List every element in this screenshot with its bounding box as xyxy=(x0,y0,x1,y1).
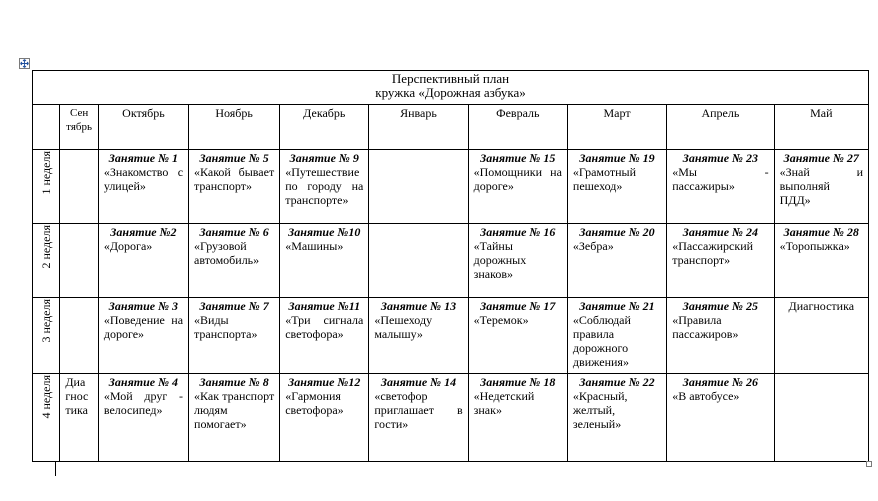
month-header-november: Ноябрь xyxy=(189,105,280,150)
month-header-september: Сен тябрь xyxy=(60,105,99,150)
lesson-cell xyxy=(189,224,280,298)
diagnostics-cell xyxy=(774,298,868,374)
lesson-text: «Путешествие по городу на транспорте» xyxy=(285,165,364,207)
lesson-text: «Недетский знак» xyxy=(473,389,535,417)
lesson-cell xyxy=(189,298,280,374)
lesson-cell xyxy=(98,150,188,224)
lesson-text: «Виды транспорта» xyxy=(194,313,258,341)
lesson-cell xyxy=(567,374,666,462)
lesson-text: «Пешеходу малышу» xyxy=(374,313,433,341)
lesson-text: «Правила пассажиров» xyxy=(672,313,739,341)
month-header-december: Декабрь xyxy=(280,105,369,150)
week-label: 4 неделя xyxy=(39,375,54,419)
lesson-cell xyxy=(774,224,868,298)
lesson-title: Занятие № 4 xyxy=(108,375,179,389)
september-cell: Диа гнос тика xyxy=(60,374,99,462)
lesson-cell xyxy=(774,374,868,462)
corner-cell xyxy=(33,105,60,150)
lesson-text: «Знакомство с улицей» xyxy=(103,165,184,193)
lesson-text: «Какой бывает транспорт» xyxy=(194,165,275,193)
lesson-cell xyxy=(468,150,567,224)
lesson-text: «Соблюдай правила дорожного движения» xyxy=(572,313,631,369)
lesson-title: Занятие №10 xyxy=(288,225,361,239)
lesson-cell xyxy=(369,374,468,462)
lesson-title: Занятие № 7 xyxy=(199,299,269,313)
month-header-january: Январь xyxy=(369,105,468,150)
lesson-cell xyxy=(667,298,774,374)
lesson-cell xyxy=(280,150,369,224)
lesson-title: Занятие №11 xyxy=(288,299,361,313)
lesson-cell xyxy=(98,374,188,462)
lesson-text: «Помощники на дороге» xyxy=(473,165,562,193)
lesson-text: «Торопыжка» xyxy=(779,239,850,253)
lesson-text: «Пассажирский транспорт» xyxy=(672,239,754,267)
lesson-title: Занятие № 1 xyxy=(108,151,179,165)
lesson-cell xyxy=(98,224,188,298)
lesson-text: «Мой друг - велосипед» xyxy=(103,389,184,417)
week-label-cell xyxy=(33,150,60,224)
lesson-cell xyxy=(468,224,567,298)
table-resize-handle[interactable] xyxy=(866,461,872,467)
lesson-title: Занятие № 24 xyxy=(682,225,759,239)
lesson-text: «Машины» xyxy=(285,239,344,253)
lesson-title: Занятие № 14 xyxy=(380,375,457,389)
september-cell xyxy=(60,298,99,374)
lesson-title: Занятие № 8 xyxy=(199,375,269,389)
lesson-title: Занятие № 21 xyxy=(579,299,655,313)
lesson-cell xyxy=(280,374,369,462)
lesson-text: «Грузовой автомобиль» xyxy=(194,239,260,267)
lesson-cell xyxy=(567,224,666,298)
lesson-cell xyxy=(189,150,280,224)
lesson-title: Занятие № 28 xyxy=(783,225,859,239)
diagnostics-text: Диагностика xyxy=(788,299,855,313)
lesson-text: «Три сигнала светофора» xyxy=(285,313,364,341)
lesson-title: Занятие № 23 xyxy=(682,151,759,165)
table-row xyxy=(33,224,869,298)
lesson-cell xyxy=(567,298,666,374)
lesson-title: Занятие № 19 xyxy=(579,151,655,165)
lesson-cell xyxy=(189,374,280,462)
lesson-text: «Знай и выполняй ПДД» xyxy=(779,165,863,207)
lesson-cell xyxy=(468,374,567,462)
title-line-2: кружка «Дорожная азбука» xyxy=(375,85,526,100)
table-title xyxy=(33,71,869,105)
week-label: 2 неделя xyxy=(39,225,54,269)
lesson-text: «Гармония светофора» xyxy=(285,389,344,417)
lesson-text: «Теремок» xyxy=(473,313,529,327)
lesson-text: «светофор приглашает в гости» xyxy=(374,389,463,431)
lesson-cell xyxy=(468,298,567,374)
month-header-october: Октябрь xyxy=(98,105,188,150)
month-header-may: Май xyxy=(774,105,868,150)
lesson-title: Занятие № 26 xyxy=(682,375,759,389)
week-label-cell xyxy=(33,374,60,462)
lesson-title: Занятие № 16 xyxy=(480,225,556,239)
lesson-title: Занятие № 25 xyxy=(682,299,759,313)
table-row xyxy=(33,298,869,374)
month-header-april: Апрель xyxy=(667,105,774,150)
lesson-text: «Как транспорт людям помогает» xyxy=(194,389,275,431)
lesson-cell xyxy=(280,298,369,374)
lesson-text: «Тайны дорожных знаков» xyxy=(473,239,527,281)
lesson-title: Занятие № 6 xyxy=(199,225,269,239)
lesson-cell xyxy=(98,298,188,374)
lesson-text: «Дорога» xyxy=(103,239,153,253)
title-line-1: Перспективный план xyxy=(391,71,510,86)
lesson-title: Занятие № 5 xyxy=(199,151,269,165)
lesson-title: Занятие № 9 xyxy=(289,151,359,165)
table-row xyxy=(33,150,869,224)
lesson-text: «В автобусе» xyxy=(672,389,740,403)
lesson-title: Занятие №12 xyxy=(288,375,361,389)
week-label: 1 неделя xyxy=(39,151,54,195)
september-cell xyxy=(60,150,99,224)
lesson-cell xyxy=(567,150,666,224)
lesson-title: Занятие № 22 xyxy=(579,375,655,389)
lesson-cell xyxy=(369,224,468,298)
lesson-title: Занятие № 27 xyxy=(783,151,859,165)
lesson-title: Занятие № 3 xyxy=(108,299,179,313)
lesson-cell xyxy=(774,150,868,224)
lesson-title: Занятие № 18 xyxy=(480,375,556,389)
lesson-cell xyxy=(667,374,774,462)
text-cursor xyxy=(55,462,56,476)
lesson-title: Занятие № 15 xyxy=(480,151,556,165)
week-label-cell xyxy=(33,224,60,298)
lesson-title: Занятие № 17 xyxy=(480,299,556,313)
lesson-title: Занятие № 20 xyxy=(579,225,655,239)
lesson-text: «Поведение на дороге» xyxy=(103,313,184,341)
lesson-text: «Зебра» xyxy=(572,239,614,253)
week-label: 3 неделя xyxy=(39,299,54,343)
week-label-cell xyxy=(33,298,60,374)
month-header-march: Март xyxy=(567,105,666,150)
lesson-text: «Красный, желтый, зеленый» xyxy=(572,389,628,431)
lesson-cell xyxy=(280,224,369,298)
lesson-title: Занятие № 13 xyxy=(380,299,457,313)
plan-table xyxy=(32,70,869,462)
lesson-cell xyxy=(667,224,774,298)
lesson-title: Занятие №2 xyxy=(110,225,177,239)
lesson-cell xyxy=(667,150,774,224)
table-move-handle-icon[interactable] xyxy=(19,58,30,69)
month-header-february: Февраль xyxy=(468,105,567,150)
lesson-text: «Грамотный пешеход» xyxy=(572,165,637,193)
lesson-cell xyxy=(369,298,468,374)
september-cell xyxy=(60,224,99,298)
lesson-text: «Мы - пассажиры» xyxy=(672,165,769,193)
table-row xyxy=(33,374,869,462)
lesson-cell xyxy=(369,150,468,224)
